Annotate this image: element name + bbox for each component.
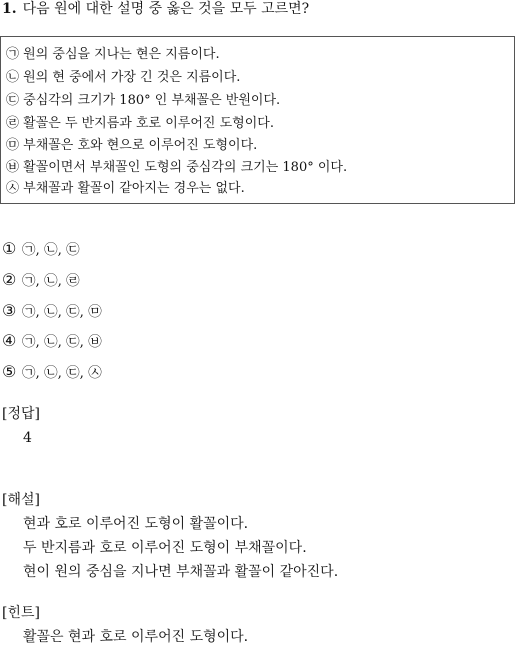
statement-item: ㉠ 원의 중심을 지나는 현은 지름이다. [6,47,220,62]
statement-item: ㉢ 중심각의 크기가 180° 인 부채꼴은 반원이다. [6,93,281,108]
choice-text: ㉠, ㉡, ㉣ [22,273,80,289]
choice-number: ③ [2,301,17,320]
explanation-line: 현과 호로 이루어진 도형이 활꼴이다. [23,516,249,532]
hint-line: 활꼴은 현과 호로 이루어진 도형이다. [23,629,249,645]
choice-text: ㉠, ㉡, ㉢, ㉥ [22,334,102,350]
hint-label: [힌트] [2,605,40,621]
choice-number: ① [2,239,17,258]
question-text: 다음 원에 대한 설명 중 옳은 것을 모두 고르면? [22,1,310,17]
choice-number: ② [2,270,17,289]
answer-value: 4 [23,430,32,446]
choice-text: ㉠, ㉡, ㉢, ㉦ [22,365,102,381]
question-stem [2,0,309,18]
choice-text: ㉠, ㉡, ㉢, ㉤ [22,304,102,320]
statement-item: ㉥ 활꼴이면서 부채꼴인 도형의 중심각의 크기는 180° 이다. [6,160,348,175]
choice-text: ㉠, ㉡, ㉢ [22,242,80,258]
choice-3[interactable] [2,302,102,321]
choice-5[interactable] [2,363,102,382]
statement-item: ㉦ 부채꼴과 활꼴이 같아지는 경우는 없다. [6,181,245,196]
statement-item: ㉡ 원의 현 중에서 가장 긴 것은 지름이다. [6,70,241,85]
choice-1[interactable] [2,240,80,259]
explanation-label: [해설] [2,492,40,508]
statement-box [0,36,515,204]
question-number: 1. [2,1,17,17]
choice-4[interactable] [2,332,102,351]
choice-number: ⑤ [2,362,17,381]
answer-label: [정답] [2,406,40,422]
choice-2[interactable] [2,271,80,290]
statement-item: ㉤ 부채꼴은 호와 현으로 이루어진 도형이다. [6,138,258,153]
statement-item: ㉣ 활꼴은 두 반지름과 호로 이루어진 도형이다. [6,116,274,131]
choice-number: ④ [2,331,17,350]
explanation-line: 두 반지름과 호로 이루어진 도형이 부채꼴이다. [23,540,307,556]
explanation-line: 현이 원의 중심을 지나면 부채꼴과 활꼴이 같아진다. [23,564,339,580]
